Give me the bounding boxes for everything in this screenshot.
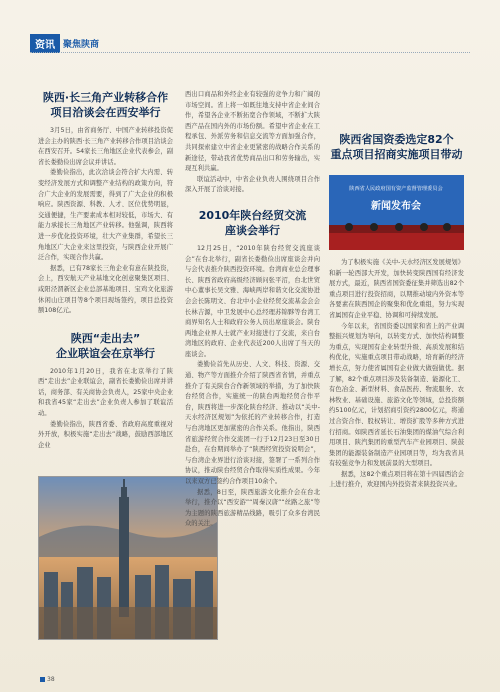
article-paragraph: 今年以来，省国资委以国家和省上的产业调整振兴规划为导向，以转变方式、加快结构调整为重点，实现国有企业转型升级、高质发展和结构优化，实施重点项目带动战略，培育新的经济增长点，努力使省属国有企业做大做强做优。据了解，82个重点项目涉及装备制造、能源化工、有色冶金、新型材料、食品医药、物流服务、农林牧业、基础设施、旅游文化等领域，总投资额约5100亿元，计划招商引资约2800亿元，将通过合资合作、股权转让、增资扩股等多种方式进行招商。如陕西省延长石油集团的煤油气综合利用项目、陕汽集团的重型汽车产业园项目、陕鼓集团的能源装备制造产业园项目等，均为我省具有较强竞争力和发展前景的大型项目。 xyxy=(329,322,464,468)
article-paragraph: 娄勤俭首先从历史、人文、科技、资源、交通、物产等方面推介介绍了陕西省省情，并重点推介了有关陕台合作新领域的举措，为了加快陕台经贸合作，实施统一的陕台两地经贸合作平台，陕西将进一步深化陕台经济、推动以“关中-天水经济区规划”为依托的产业转移合作，打造与台湾地区更加紧密的合作关系。他指出，陕西省旅游经贸合作交流团一行于12月23日至30日赴台，在台期间举办了“陕西经贸投资说明会”，与台湾企业界进行洽谈对接，签署了一系列合作协议，推动陕台经贸合作取得实质性成果。今年以来双方已签约合作项目10余个。 xyxy=(185,361,320,485)
title-line: 座谈会举行 xyxy=(225,223,280,237)
article-paragraph: 据悉，8日至，陕西旅游文化推介会在台北举行，推介以“西安游”“周秦汉唐”“丝路之旅”等为主题的陕西旅游精品线路，吸引了众多台湾民众的关注。 xyxy=(185,488,320,528)
article-paragraph: 2010年1月20日，我省在北京举行了陕西“走出去”企业联谊会，副省长娄勤俭出席并讲话，商务部、有关商协会负责人，25家中央企业和我省45家“走出去”企业负责人参加了联谊活动。 xyxy=(38,367,173,418)
section-header xyxy=(30,34,99,53)
title-line: 企业联谊会在京举行 xyxy=(56,346,155,360)
header-divider xyxy=(30,52,470,53)
article-title-a5 xyxy=(329,132,464,162)
page-number xyxy=(40,676,55,683)
article-paragraph: 娄勤俭指出，此次洽谈会符合扩大内需、转变经济发展方式和调整产业结构的政策方向，符合广大企业的发展需要，得到了广大企业的积极响应。陕西资源、科教、人才、区位优势明显，交通便捷，生产要素成本相对较低，市场大、有能力承接长三角地区产业转移。他强调，陕西将进一步优化投资环境，壮大产业集群，希望长三角地区广大企业来这里投资，与陕西企业开展广泛合作，实现合作共赢。 xyxy=(38,169,173,262)
article-title-a1 xyxy=(38,90,173,120)
section-tag: 资讯 xyxy=(30,34,60,53)
article-paragraph: 西出口商品和外经企业有较强的竞争力和广阔的市场空间。省上将一如既往地支持中省企业间合作，希望各企业不断拓宽合作领域，不断扩大陕西产品在国内外的市场份额。希望中省企业在工程承包、外派劳务和信息交流等方面加强合作，共同探索建立中省企业更紧密的战略合作关系的新途径，带动我省优势商品出口和劳务输出，实现互利共赢。 xyxy=(185,91,320,173)
article-paragraph: 据悉，已有78家长三角企业有意在陕投资，会上，西安航天产业基地文化创意聚集区项目、咸阳泾渭新区企业总部基地项目、宝鸡文化旅游休闲山庄项目等8个项目现场签约，项目总投资额108亿元。 xyxy=(38,264,173,315)
article-paragraph: 3月5日，由省商务厅、中国产业转移投资促进会主办的陕西·长三角产业转移合作项目洽谈会在西安召开。54家长三角地区企业代表参会，副省长娄勤俭出席会议并讲话。 xyxy=(38,127,173,166)
article-paragraph: 据悉，这82个重点项目将在第十四届西洽会上进行推介，欢迎国内外投资者来陕投资兴业。 xyxy=(329,470,464,489)
article-title-a4 xyxy=(185,208,320,238)
title-line: 陕西“走出去” xyxy=(70,331,141,345)
column-left xyxy=(38,90,173,451)
article-paragraph: 为了积极实施《关中-天水经济区发展规划》和新一轮西部大开发，加快转变陕西国有经济发展方式，最近，陕西省国资委征集并筛选出82个重点项目进行投资招商，以期推动境内外资本等各要素在陕西国企的聚集和优化重组，努力实现省属国有企业平稳、协调和可持续发展。 xyxy=(329,259,464,319)
title-line: 项目洽谈会在西安举行 xyxy=(50,106,161,119)
article-paragraph: 联谊活动中，中省企业负责人围绕项目合作深入开展了洽谈对接。 xyxy=(185,175,320,194)
title-line: 2010年陕台经贸交流 xyxy=(198,208,307,222)
article-paragraph: 12月25日，“2010年陕台经贸交流座谈会”在台北举行，副省长娄勤俭出席座谈会并向与会代表推介陕西投资环境。台湾商业总会理事长、陕西省政府高级经济顾问张平沼，台北世贸中心董事长吴文雅、海峡两岸和谐文化交流协进会会长陈明文、台北中小企业经贸交流基金会会长林吉源，中卫发展中心总经理苏锦夥等台湾工商界知名人士和政府公务人员出席座谈会。陕台两地企业界人士就产业对接进行了交流，来自台湾地区的政府、企业代表近200人出席了当天的座谈会。 xyxy=(185,244,320,358)
title-line: 重点项目招商实施项目带动 xyxy=(330,148,463,161)
column-middle xyxy=(185,90,320,530)
title-line: 陕西·长三角产业转移合作 xyxy=(42,91,169,104)
article-paragraph: 娄勤俭指出，陕西省委、省政府高度重视对外开放，积极实施“走出去”战略，鼓励西部地区企业 xyxy=(38,420,173,449)
banner-text: 陕西省人民政府国有资产监督管理委员会 xyxy=(349,186,443,192)
page-marker-icon xyxy=(40,677,45,682)
press-conference-photo xyxy=(329,175,464,250)
section-subtitle: 聚焦陕商 xyxy=(63,40,100,50)
title-line: 陕西省国资委选定82个 xyxy=(339,133,454,146)
article-title-a2 xyxy=(38,331,173,361)
page-number-text: 38 xyxy=(47,676,55,683)
banner-caption: 新闻发布会 xyxy=(371,201,421,212)
column-right xyxy=(329,90,464,491)
